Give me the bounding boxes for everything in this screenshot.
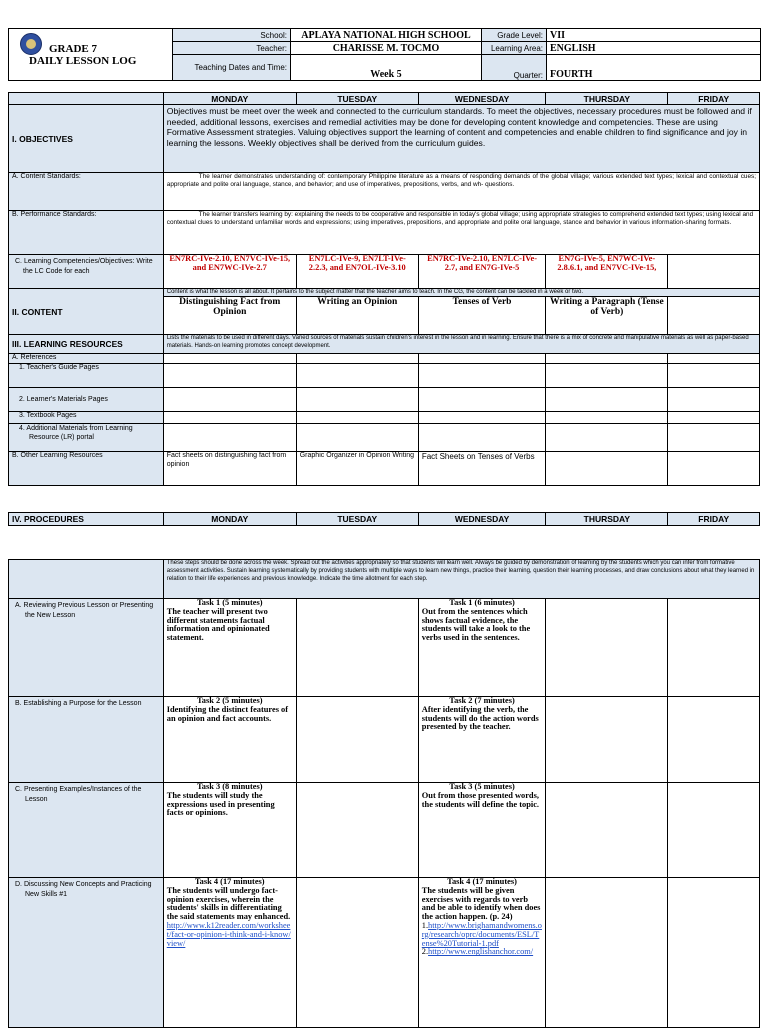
content-thursday: Writing a Paragraph (Tense of Verb) bbox=[546, 297, 668, 335]
task-title: Task 1 (6 minutes) bbox=[449, 598, 515, 607]
competency-monday: EN7RC-IVe-2.10, EN7VC-IVe-15, and EN7WC-IVe-2.7 bbox=[163, 255, 296, 289]
teacher-value: CHARISSE M. TOCMO bbox=[291, 42, 482, 55]
procedure-d-wednesday bbox=[418, 878, 546, 1028]
quarter-value: FOURTH bbox=[547, 55, 761, 81]
content-wednesday: Tenses of Verb bbox=[418, 297, 546, 335]
task-title: Task 3 (8 minutes) bbox=[196, 782, 263, 791]
proc-day-wednesday: WEDNESDAY bbox=[418, 513, 546, 526]
task-text: Out from those presented words, the students will define the topic. bbox=[421, 790, 540, 809]
task-text: The students will study the expressions used in presenting facts or opinions. bbox=[166, 790, 275, 818]
procedure-d-label: D. Discussing New Concepts and Practicing New Skills #1 bbox=[9, 878, 164, 1028]
task-title: Task 2 (5 minutes) bbox=[196, 696, 263, 705]
procedure-a-label: A. Reviewing Previous Lesson or Presenting the New Lesson bbox=[9, 599, 164, 697]
task-text: After identifying the verb, the students will do the action words presented by the teacher. bbox=[421, 704, 539, 732]
procedure-c-label: C. Presenting Examples/Instances of the Lesson bbox=[9, 783, 164, 878]
objectives-label: I. OBJECTIVES bbox=[9, 105, 164, 173]
grade-level-value: VII bbox=[547, 29, 761, 42]
task-title: Task 1 (5 minutes) bbox=[196, 598, 263, 607]
content-label: II. CONTENT bbox=[9, 289, 164, 335]
task-title: Task 4 (17 minutes) bbox=[194, 877, 265, 886]
learners-materials-label: 2. Learner's Materials Pages bbox=[9, 388, 164, 412]
textbook-label: 3. Textbook Pages bbox=[9, 412, 164, 424]
task-title: Task 4 (17 minutes) bbox=[447, 877, 517, 886]
other-resources-wednesday: Fact Sheets on Tenses of Verbs bbox=[418, 452, 546, 486]
link-item bbox=[422, 948, 543, 957]
procedure-d-monday bbox=[163, 878, 296, 1028]
dates-value: Week 5 bbox=[291, 55, 482, 81]
procedure-b-monday bbox=[163, 697, 296, 783]
content-note: Content is what the lesson is all about. It pertains to the subject matter that the teacher aims to teach. In the CG, the content can be tackled in a week or two. bbox=[163, 289, 759, 297]
task-title: Task 3 (5 minutes) bbox=[449, 782, 515, 791]
teacher-label: Teacher: bbox=[173, 42, 291, 55]
content-standards-text: The learner demonstrates understanding of: contemporary Philippine literature as a means of responding demands of the global village; various extended text types; lexical and contextual cues; appropriate and polite oral language, stance, and behavior; and use of imperatives, prepositions, verbs, and wh- questions. bbox=[163, 173, 759, 211]
day-header-wednesday: WEDNESDAY bbox=[418, 93, 546, 105]
task-title: Task 2 (7 minutes) bbox=[449, 696, 515, 705]
english-anchor-link[interactable]: http://www.englishanchor.com/ bbox=[428, 947, 534, 957]
grade-level-label: Grade Level: bbox=[482, 29, 547, 42]
lesson-table bbox=[8, 92, 760, 486]
competency-tuesday: EN7LC-IVe-9, EN7LT-IVe-2.2.3, and EN7OL-IVe-3.10 bbox=[296, 255, 418, 289]
content-standards-label: A. Content Standards: bbox=[9, 173, 164, 211]
procedures-note: These steps should be done across the week. Spread out the activities appropriately so that students will learn well. Always be guided by demonstration of learning by the students which you can infer from formative assessment activities. Sustain learning systematically by providing students with multiple ways to learn new things, practice their learning, question their learning processes, and draw conclusions about what they learned in relation to their life experiences and previous knowledge. Indicate the time allotment for each step. bbox=[163, 560, 759, 599]
school-label: School: bbox=[173, 29, 291, 42]
quarter-label: Quarter: bbox=[482, 55, 547, 81]
other-resources-tuesday: Graphic Organizer in Opinion Writing bbox=[296, 452, 418, 486]
proc-day-friday: FRIDAY bbox=[668, 513, 760, 526]
day-header-monday: MONDAY bbox=[163, 93, 296, 105]
procedure-c-monday bbox=[163, 783, 296, 878]
procedure-a-wednesday bbox=[418, 599, 546, 697]
learning-area-label: Learning Area: bbox=[482, 42, 547, 55]
competency-wednesday: EN7RC-IVe-2.10, EN7LC-IVe-2.7, and EN7G-IVe-5 bbox=[418, 255, 546, 289]
content-monday: Distinguishing Fact from Opinion bbox=[163, 297, 296, 335]
tense-tutorial-link[interactable]: http://www.brighamandwomens.org/research/oprc/documents/ESL/Tense%20Tutorial-1.pdf bbox=[421, 920, 542, 948]
content-tuesday: Writing an Opinion bbox=[296, 297, 418, 335]
learning-area-value: ENGLISH bbox=[547, 42, 761, 55]
proc-day-thursday: THURSDAY bbox=[546, 513, 668, 526]
header-table bbox=[8, 28, 761, 81]
competency-thursday: EN7G-IVe-5, EN7WC-IVe-2.8.6.1, and EN7VC-IVe-15, bbox=[546, 255, 668, 289]
additional-materials-label: 4. Additional Materials from Learning Resource (LR) portal bbox=[9, 424, 164, 452]
resources-note: Lists the materials to be used in different days. Varied sources of materials sustain children's interest in the lesson and in learning. Ensure that there is a mix of concrete and manipulative materials as well as paper-based materials. Hands-on learning promotes concept development. bbox=[163, 335, 759, 354]
day-header-thursday: THURSDAY bbox=[546, 93, 668, 105]
performance-standards-label: B. Performance Standards: bbox=[9, 211, 164, 255]
objectives-text: Objectives must be meet over the week and connected to the curriculum standards. To meet the objectives, necessary procedures must be followed and if needed, additional lessons, exercises and remedial activities may be done for developing content knowledge and competencies. These are using Formative Assessment strategies. Valuing objectives support the learning of content and competencies and enable children to find significance and joy in learning the lessons. Weekly objectives shall be derived from the curriculum guides. bbox=[163, 105, 759, 173]
day-header-tuesday: TUESDAY bbox=[296, 93, 418, 105]
proc-day-monday: MONDAY bbox=[163, 513, 296, 526]
link-number: 2. bbox=[421, 947, 429, 957]
teachers-guide-label: 1. Teacher's Guide Pages bbox=[9, 364, 164, 388]
proc-day-tuesday: TUESDAY bbox=[296, 513, 418, 526]
task-text: The students will be given exercises with regards to verb and be able to identify when does the action happen. (p. 24) bbox=[421, 885, 541, 922]
task-text: Identifying the distinct features of an opinion and fact accounts. bbox=[166, 704, 289, 723]
resources-label: III. LEARNING RESOURCES bbox=[9, 335, 164, 354]
procedure-c-wednesday bbox=[418, 783, 546, 878]
procedures-header-table bbox=[8, 512, 760, 526]
school-value: APLAYA NATIONAL HIGH SCHOOL bbox=[291, 29, 482, 42]
grade-title: GRADE 7 bbox=[49, 42, 97, 55]
procedure-b-wednesday bbox=[418, 697, 546, 783]
procedure-b-label: B. Establishing a Purpose for the Lesson bbox=[9, 697, 164, 783]
dates-label: Teaching Dates and Time: bbox=[173, 55, 291, 81]
fact-opinion-worksheet-link[interactable]: http://www.k12reader.com/worksheet/fact-or-opinion-i-think-and-i-know/view/ bbox=[166, 920, 291, 948]
task-text: The students will undergo fact-opinion exercises, wherein the students' skills in differentiating the said statements may enhanced. bbox=[166, 885, 291, 922]
other-resources-monday: Fact sheets on distinguishing fact from opinion bbox=[163, 452, 296, 486]
task-text: The teacher will present two different statements factual information and opinionated statement. bbox=[166, 606, 270, 643]
log-title: DAILY LESSON LOG bbox=[29, 54, 137, 67]
link-item bbox=[422, 922, 543, 948]
procedure-a-monday bbox=[163, 599, 296, 697]
link-number: 1. bbox=[421, 920, 429, 930]
performance-standards-text: The learner transfers learning by: explaining the needs to be cooperative and responsible in today's global village; using appropriate strategies to comprehend extended text types; using lexical and contextual clues to understand unfamiliar words and expressions; using imperatives, prepositions, and appropriate and polite oral language, stance and behavior in various information-sharing formats. bbox=[163, 211, 759, 255]
competencies-label: C. Learning Competencies/Objectives: Write the LC Code for each bbox=[9, 255, 164, 289]
header-title-cell bbox=[9, 29, 173, 81]
task-text: Out from the sentences which shows factual evidence, the students will take a look to the verbs used in the sentences. bbox=[421, 606, 531, 643]
references-label: A. References bbox=[9, 354, 164, 364]
procedures-label: IV. PROCEDURES bbox=[9, 513, 164, 526]
day-header-friday: FRIDAY bbox=[668, 93, 760, 105]
procedures-table bbox=[8, 559, 760, 1028]
other-resources-label: B. Other Learning Resources bbox=[9, 452, 164, 486]
